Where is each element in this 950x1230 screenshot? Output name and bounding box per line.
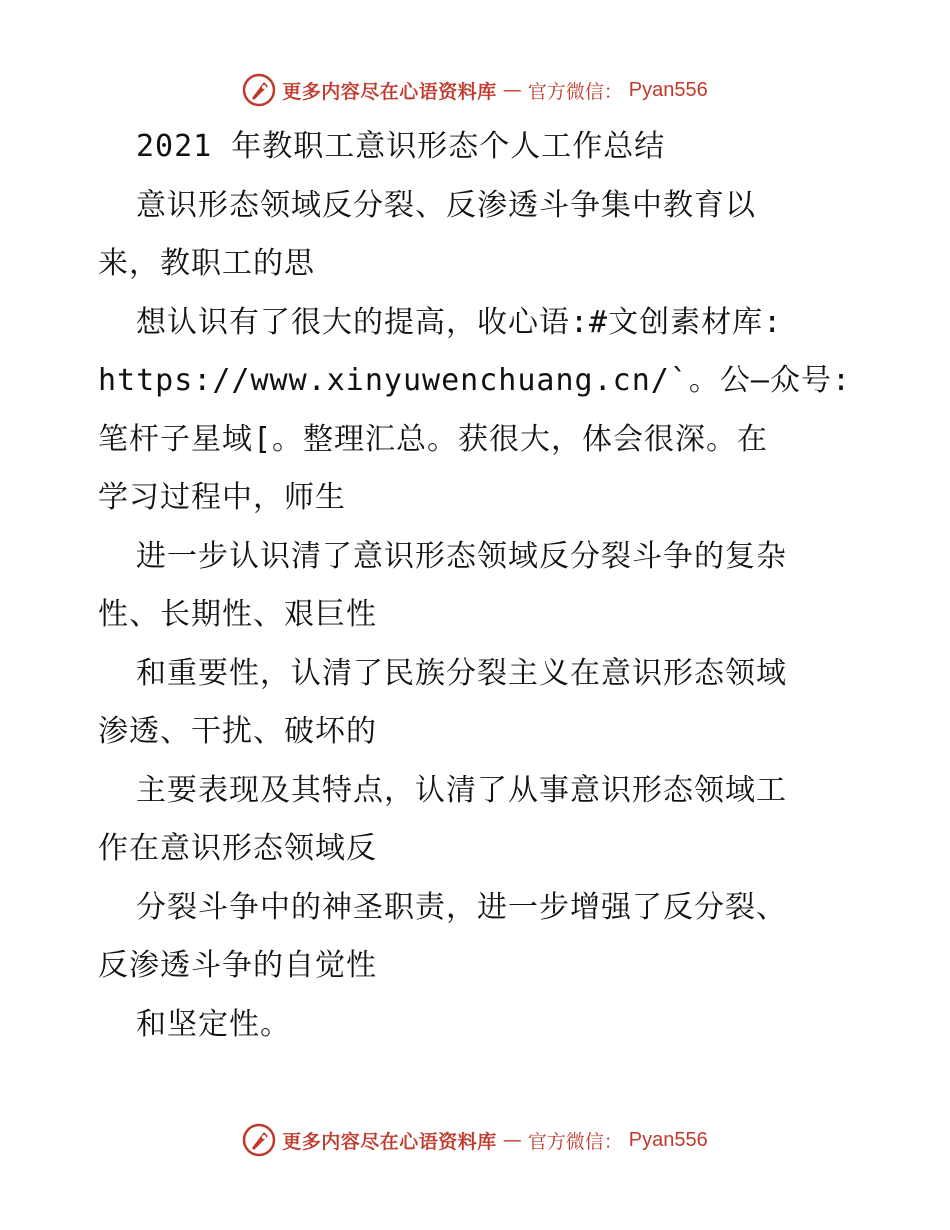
banner-wechat-id: Pyan556 [628,78,708,101]
text-line: 笔杆子星域[。整理汇总。获很大，体会很深。在 [98,421,769,457]
document-title: 2021 年教职工意识形态个人工作总结 [136,129,666,164]
pen-nib-icon [242,73,276,107]
document-body [98,118,858,1054]
banner-slogan: 更多内容尽在心语资料库 [282,1130,497,1153]
banner-slogan: 更多内容尽在心语资料库 [282,80,497,103]
text-line: 性、长期性、艰巨性 [98,597,377,632]
text-line: 和重要性，认清了民族分裂主义在意识形态领域 [136,655,787,691]
text-line: 渗透、干扰、破坏的 [98,714,377,749]
footer-banner [0,1122,950,1158]
text-line: 分裂斗争中的神圣职责，进一步增强了反分裂、 [136,889,787,925]
text-line: 进一步认识清了意识形态领域反分裂斗争的复杂 [136,538,787,574]
banner-wechat-label: 官方微信： [527,1130,623,1153]
text-line: 想认识有了很大的提高，收心语:#文创素材库: [136,304,783,340]
text-line: 学习过程中，师生 [98,480,346,515]
header-banner [0,72,950,108]
banner-wechat-id: Pyan556 [628,1128,708,1151]
text-line: 和坚定性。 [136,1006,291,1042]
text-line: 主要表现及其特点，认清了从事意识形态领域工 [136,772,787,808]
text-line: 反渗透斗争的自觉性 [98,948,377,983]
banner-dash: — [502,1129,522,1151]
text-line: https://www.xinyuwenchuang.cn/`。公—众号: [98,363,852,398]
banner-wechat-label: 官方微信： [527,80,623,103]
pen-nib-icon [242,1123,276,1157]
text-line: 作在意识形态领域反 [98,831,377,866]
text-line: 意识形态领域反分裂、反渗透斗争集中教育以 [136,187,756,223]
text-line: 来，教职工的思 [98,246,315,281]
banner-dash: — [502,79,522,101]
